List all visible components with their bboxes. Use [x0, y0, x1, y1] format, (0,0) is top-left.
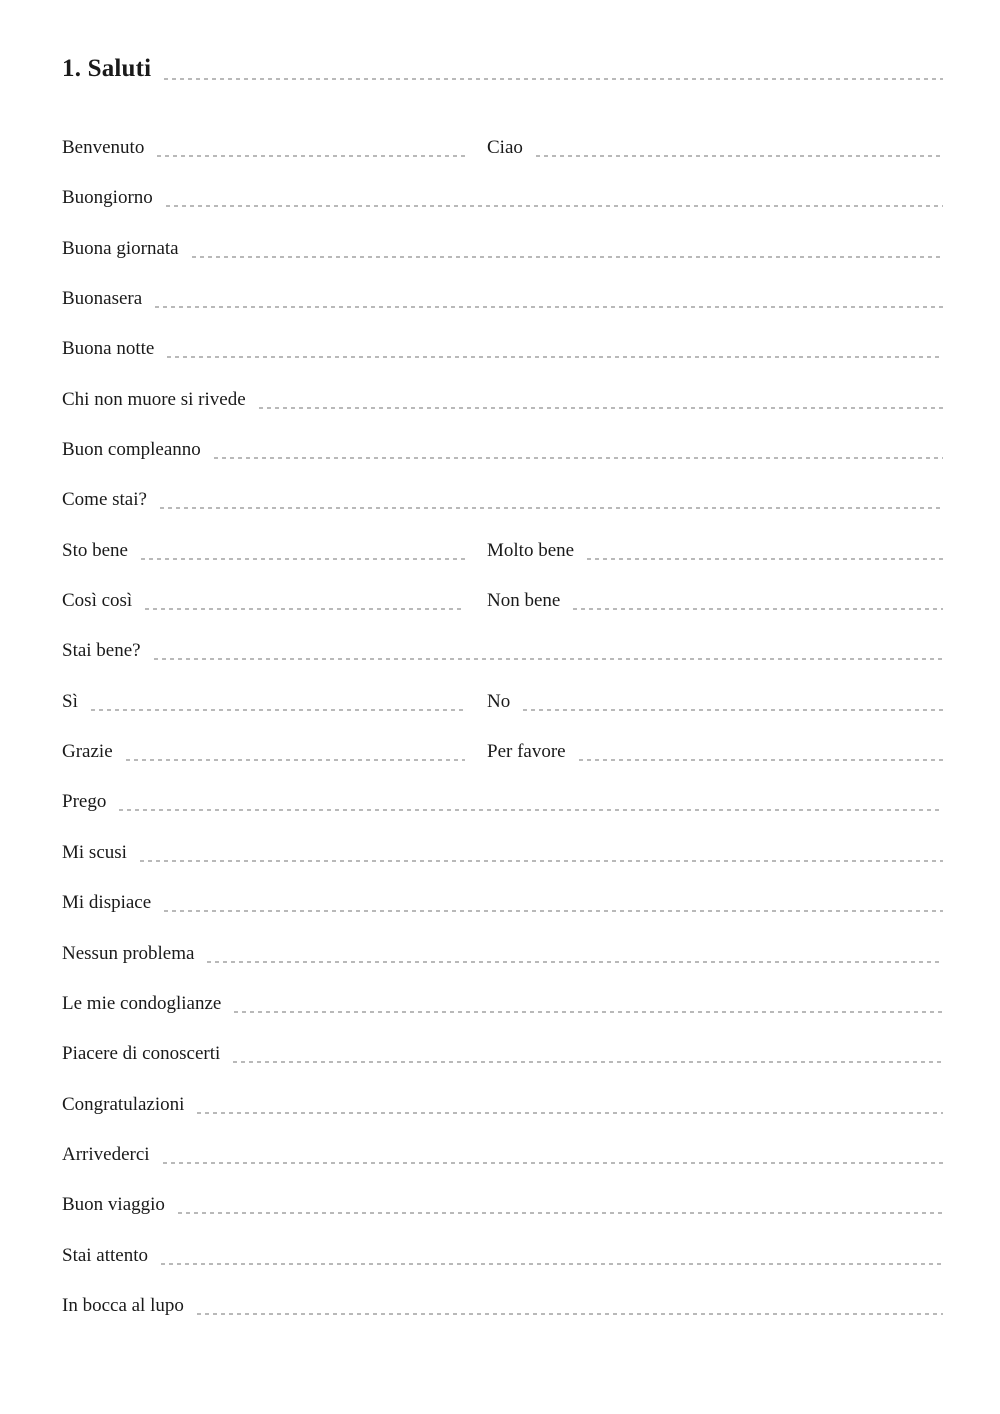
phrase-label: Buongiorno — [62, 187, 153, 209]
phrase-entry — [62, 638, 943, 664]
phrase-row — [62, 689, 943, 739]
answer-blank-line — [178, 1212, 943, 1214]
phrase-row — [62, 890, 943, 940]
answer-blank-line — [126, 759, 465, 761]
phrase-row — [62, 437, 943, 487]
phrase-row — [62, 1092, 943, 1142]
answer-blank-line — [157, 155, 465, 157]
phrase-label: Benvenuto — [62, 137, 145, 158]
phrase-entry — [487, 588, 943, 614]
phrase-entry — [62, 1192, 943, 1218]
phrase-label: Nessun problema — [62, 942, 195, 964]
phrase-entry — [487, 135, 943, 161]
answer-blank-line — [192, 256, 943, 258]
answer-blank-line — [523, 709, 943, 711]
answer-blank-line — [234, 1011, 943, 1013]
phrase-entry — [62, 437, 943, 463]
phrase-entry — [62, 890, 943, 916]
section-title: 1. Saluti — [62, 55, 152, 82]
phrase-label: Sì — [62, 690, 78, 712]
phrase-label: Stai bene? — [62, 640, 141, 662]
answer-blank-line — [197, 1112, 943, 1114]
answer-blank-line — [233, 1061, 943, 1063]
answer-blank-line — [167, 356, 943, 358]
phrase-row — [62, 487, 943, 537]
phrase-entry — [62, 840, 943, 866]
phrase-row — [62, 739, 943, 789]
phrase-entry — [62, 941, 943, 967]
phrase-label: Stai attento — [62, 1244, 149, 1266]
phrase-label: Le mie condoglianze — [62, 992, 222, 1014]
phrase-label: Mi scusi — [62, 841, 127, 863]
phrase-entry — [62, 689, 487, 715]
answer-blank-line — [259, 407, 943, 409]
answer-blank-line — [214, 457, 943, 459]
phrase-row — [62, 538, 943, 588]
phrase-entry — [62, 991, 943, 1017]
phrase-label: Buon compleanno — [62, 439, 201, 461]
phrase-entry — [62, 588, 487, 614]
answer-blank-line — [154, 658, 943, 660]
phrase-entry — [62, 236, 943, 262]
phrase-label: Chi non muore si rivede — [62, 388, 246, 410]
phrase-row — [62, 588, 943, 638]
phrase-label: Arrivederci — [62, 1143, 150, 1165]
phrase-label: Come stai? — [62, 489, 147, 511]
answer-blank-line — [119, 809, 943, 811]
phrase-row — [62, 1293, 943, 1343]
phrase-entry — [62, 538, 487, 564]
answer-blank-line — [91, 709, 465, 711]
title-dashed-rule — [164, 78, 943, 80]
phrase-label: Non bene — [487, 590, 561, 612]
answer-blank-line — [573, 608, 943, 610]
phrase-list — [62, 135, 943, 1343]
answer-blank-line — [197, 1313, 943, 1315]
phrase-row — [62, 1041, 943, 1091]
phrase-entry — [62, 336, 943, 362]
phrase-row — [62, 236, 943, 286]
phrase-entry — [487, 739, 943, 765]
answer-blank-line — [207, 961, 943, 963]
phrase-row — [62, 336, 943, 386]
section-title-row — [62, 52, 943, 86]
phrase-label: Per favore — [487, 741, 566, 763]
phrase-row — [62, 941, 943, 991]
phrase-label: Buona giornata — [62, 237, 179, 259]
phrase-row — [62, 387, 943, 437]
phrase-row — [62, 840, 943, 890]
answer-blank-line — [160, 507, 943, 509]
phrase-entry — [62, 185, 943, 211]
answer-blank-line — [587, 558, 943, 560]
phrase-row — [62, 638, 943, 688]
phrase-label: Ciao — [487, 137, 523, 158]
phrase-row — [62, 185, 943, 235]
answer-blank-line — [155, 306, 943, 308]
phrase-label: Prego — [62, 791, 107, 813]
answer-blank-line — [579, 759, 943, 761]
phrase-entry — [487, 538, 943, 564]
answer-blank-line — [163, 1162, 943, 1164]
phrase-entry — [62, 1293, 943, 1319]
phrase-label: Mi dispiace — [62, 892, 152, 914]
phrase-label: Sto bene — [62, 539, 128, 561]
phrase-row — [62, 991, 943, 1041]
phrase-row — [62, 1142, 943, 1192]
phrase-label: Buon viaggio — [62, 1194, 165, 1216]
phrase-label: In bocca al lupo — [62, 1294, 184, 1316]
phrase-label: Piacere di conoscerti — [62, 1043, 221, 1065]
phrase-row — [62, 135, 943, 185]
phrase-row — [62, 286, 943, 336]
phrase-row — [62, 1192, 943, 1242]
phrase-label: No — [487, 690, 511, 712]
phrase-label: Così così — [62, 590, 133, 612]
phrase-entry — [62, 739, 487, 765]
phrase-entry — [62, 1041, 943, 1067]
phrase-entry — [62, 135, 487, 161]
phrase-entry — [62, 286, 943, 312]
phrase-row — [62, 1243, 943, 1293]
answer-blank-line — [161, 1263, 943, 1265]
phrase-entry — [487, 689, 943, 715]
phrase-label: Congratulazioni — [62, 1093, 185, 1115]
answer-blank-line — [140, 860, 943, 862]
phrase-label: Buonasera — [62, 288, 143, 310]
phrase-entry — [62, 487, 943, 513]
phrase-entry — [62, 1243, 943, 1269]
answer-blank-line — [164, 910, 943, 912]
phrase-label: Buona notte — [62, 338, 155, 360]
phrase-row — [62, 789, 943, 839]
answer-blank-line — [536, 155, 943, 157]
phrase-label: Molto bene — [487, 539, 575, 561]
phrase-entry — [62, 1142, 943, 1168]
answer-blank-line — [166, 205, 943, 207]
answer-blank-line — [141, 558, 465, 560]
phrase-label: Grazie — [62, 741, 113, 763]
phrase-entry — [62, 789, 943, 815]
answer-blank-line — [145, 608, 465, 610]
phrase-entry — [62, 1092, 943, 1118]
phrase-entry — [62, 387, 943, 413]
